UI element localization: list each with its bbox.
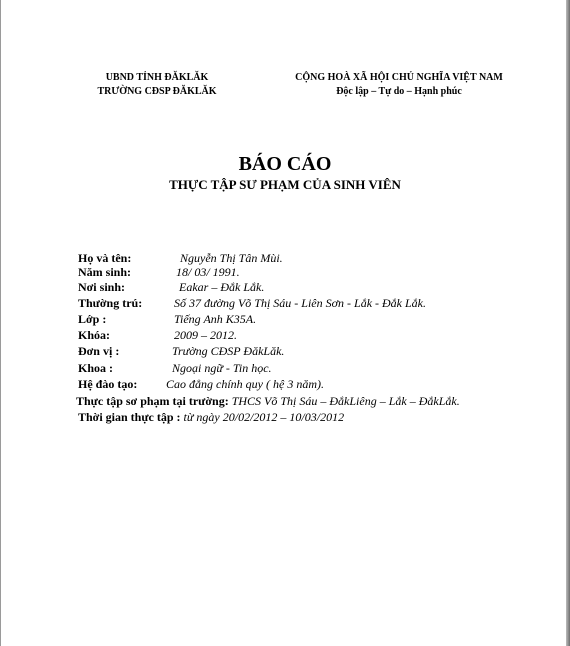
field-course <box>78 328 237 342</box>
field-full-name <box>78 251 283 265</box>
field-value: THCS Võ Thị Sáu – ĐắkLiêng – Lắk – ĐắkLắk. <box>231 394 460 408</box>
field-label: Nơi sinh: <box>78 280 125 294</box>
field-label: Thường trú: <box>78 296 143 310</box>
header-left-block <box>82 71 232 99</box>
field-label: Năm sinh: <box>78 265 132 279</box>
report-title: BÁO CÁO <box>238 153 332 175</box>
field-label: Khoa : <box>78 361 114 375</box>
field-label: Khóa: <box>78 328 111 342</box>
header-country: CỘNG HOÀ XÃ HỘI CHỦ NGHĨA VIỆT NAM <box>295 72 503 83</box>
header-school: TRƯỜNG CĐSP ĐĂKLĂK <box>97 86 217 97</box>
field-unit <box>78 344 285 358</box>
page-left-edge <box>0 0 1 646</box>
header-motto: Độc lập – Tự do – Hạnh phúc <box>336 86 462 97</box>
field-training-system <box>78 377 324 391</box>
field-value: 18/ 03/ 1991. <box>176 265 240 279</box>
field-label: Đơn vị : <box>78 344 120 358</box>
field-value: từ ngày 20/02/2012 – 10/03/2012 <box>183 410 345 424</box>
header-province: UBND TỈNH ĐĂKLĂK <box>105 72 209 83</box>
report-subtitle: THỰC TẬP SƯ PHẠM CỦA SINH VIÊN <box>169 177 401 192</box>
field-label: Lớp : <box>78 312 107 326</box>
field-value: Số 37 đường Võ Thị Sáu - Liên Sơn - Lắk - Đắk Lắk. <box>174 296 427 310</box>
field-internship-school <box>76 394 460 408</box>
field-birthplace <box>78 280 265 294</box>
field-label: Hệ đào tạo: <box>78 377 138 391</box>
field-class <box>78 312 257 326</box>
field-value: Nguyễn Thị Tân Mùi. <box>180 251 283 265</box>
field-faculty <box>78 361 272 375</box>
field-value: Tiếng Anh K35A. <box>174 312 257 326</box>
field-internship-period <box>78 410 344 424</box>
field-residence <box>78 296 427 310</box>
field-value: 2009 – 2012. <box>174 328 237 342</box>
field-birth-year <box>78 265 240 279</box>
header-right-block <box>283 71 515 99</box>
field-value: Eakar – Đắk Lắk. <box>179 280 265 294</box>
field-label: Thời gian thực tập : <box>78 410 181 424</box>
window-right-edge <box>566 0 570 646</box>
field-value: Ngoại ngữ - Tin học. <box>172 361 272 375</box>
field-value: Trường CĐSP ĐăkLăk. <box>172 344 285 358</box>
field-label: Họ và tên: <box>78 251 132 265</box>
field-value: Cao đẳng chính quy ( hệ 3 năm). <box>166 377 324 391</box>
field-label: Thực tập sơ phạm tại trường: <box>76 394 229 408</box>
